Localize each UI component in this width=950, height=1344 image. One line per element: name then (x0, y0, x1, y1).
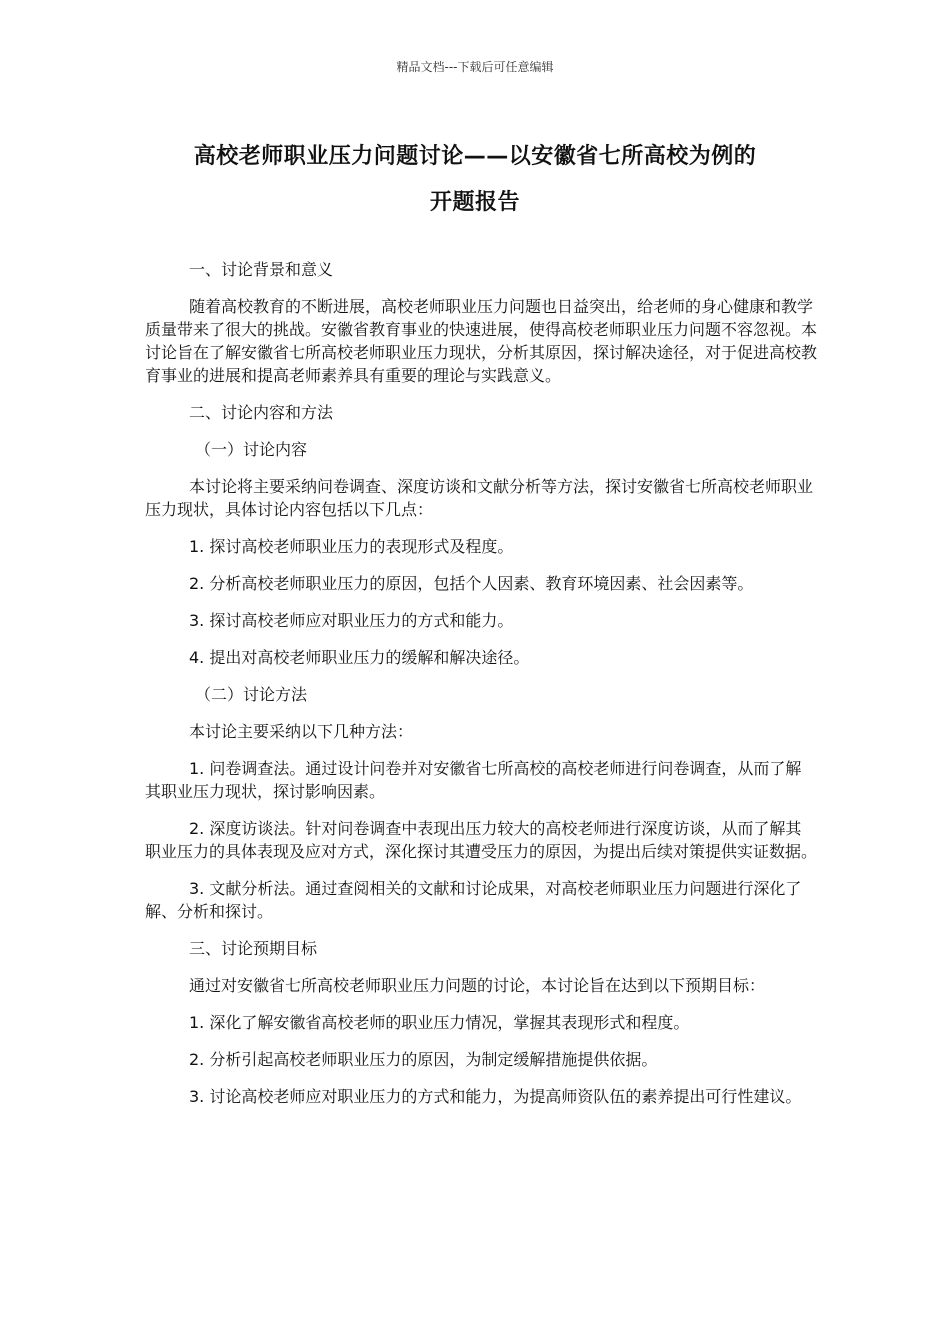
paragraph-goals-intro: 通过对安徽省七所高校老师职业压力问题的讨论，本讨论旨在达到以下预期目标： (189, 976, 766, 995)
paragraph-background: 随着高校教育的不断进展，高校老师职业压力问题也日益突出，给老师的身心健康和教学质量带来了很大的挑战。安徽省教育事业的快速进展，使得高校老师职业压力问题不容忽视。本讨论旨在了解安徽省七所高校老师职业压力现状，分析其原因，探讨解决途径，对于促进高校教育事业的进展和提高老师素养具有重要的理论与实践意义。 (145, 297, 818, 385)
paragraph-method-intro: 本讨论主要采纳以下几种方法： (189, 722, 414, 741)
section-heading-2: 二、讨论内容和方法 (189, 403, 334, 422)
list-item: 1. 深化了解安徽省高校老师的职业压力情况，掌握其表现形式和程度。 (189, 1013, 690, 1032)
list-item: 3. 探讨高校老师应对职业压力的方式和能力。 (189, 611, 514, 630)
section-heading-3: 三、讨论预期目标 (189, 939, 318, 958)
subsection-heading-method: （二）讨论方法 (195, 685, 308, 704)
title-line-1: 高校老师职业压力问题讨论——以安徽省七所高校为例的 (193, 144, 757, 169)
paragraph-content-intro: 本讨论将主要采纳问卷调查、深度访谈和文献分析等方法，探讨安徽省七所高校老师职业压力现状，具体讨论内容包括以下几点： (145, 477, 814, 519)
list-item: 3. 讨论高校老师应对职业压力的方式和能力，为提高师资队伍的素养提出可行性建议。 (189, 1087, 802, 1106)
list-item: 1. 问卷调查法。通过设计问卷并对安徽省七所高校的高校老师进行问卷调查，从而了解其职业压力现状，探讨影响因素。 (145, 759, 802, 801)
list-item: 2. 分析引起高校老师职业压力的原因，为制定缓解措施提供依据。 (189, 1050, 658, 1069)
list-item: 1. 探讨高校老师职业压力的表现形式及程度。 (189, 537, 514, 556)
list-item: 2. 深度访谈法。针对问卷调查中表现出压力较大的高校老师进行深度访谈，从而了解其职业压力的具体表现及应对方式，深化探讨其遭受压力的原因，为提出后续对策提供实证数据。 (145, 819, 818, 861)
title-line-2: 开题报告 (429, 190, 520, 215)
subsection-heading-content: （一）讨论内容 (195, 440, 308, 459)
section-heading-1: 一、讨论背景和意义 (189, 260, 334, 279)
page-header: 精品文档---下载后可任意编辑 (396, 60, 554, 74)
document-body (145, 258, 817, 1122)
list-item: 4. 提出对高校老师职业压力的缓解和解决途径。 (189, 648, 530, 667)
list-item: 2. 分析高校老师职业压力的原因，包括个人因素、教育环境因素、社会因素等。 (189, 574, 754, 593)
document-title (120, 134, 830, 226)
list-item: 3. 文献分析法。通过查阅相关的文献和讨论成果，对高校老师职业压力问题进行深化了解、分析和探讨。 (145, 879, 802, 921)
